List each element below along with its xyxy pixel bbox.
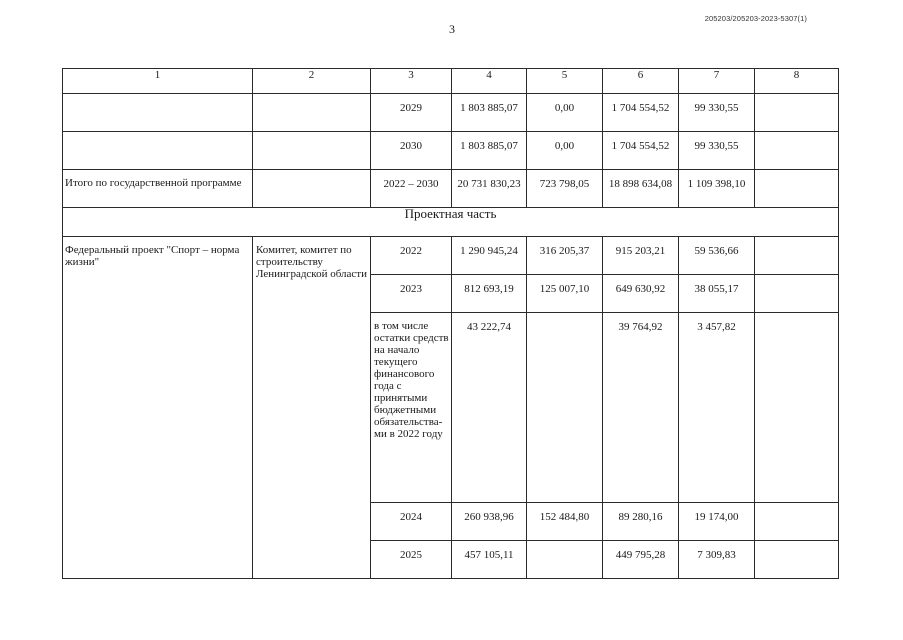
value-cell: 3 457,82: [679, 313, 755, 503]
value-cell: [527, 313, 603, 503]
value-cell: 457 105,11: [452, 541, 527, 579]
column-header: 1: [63, 69, 253, 94]
table-cell: [755, 275, 839, 313]
column-header: 3: [371, 69, 452, 94]
value-cell: 812 693,19: [452, 275, 527, 313]
value-cell: 260 938,96: [452, 503, 527, 541]
value-cell: 38 055,17: [679, 275, 755, 313]
column-number-row: [63, 69, 839, 94]
value-cell: 20 731 830,23: [452, 170, 527, 208]
table-cell: [253, 94, 371, 132]
value-cell: 723 798,05: [527, 170, 603, 208]
table-cell: [63, 132, 253, 170]
section-title: Проектная часть: [63, 208, 839, 237]
table-row: [63, 132, 839, 170]
year-cell: 2025: [371, 541, 452, 579]
value-cell: 1 704 554,52: [603, 132, 679, 170]
value-cell: [527, 541, 603, 579]
column-header: 7: [679, 69, 755, 94]
table-cell: [253, 170, 371, 208]
value-cell: 7 309,83: [679, 541, 755, 579]
value-cell: 0,00: [527, 132, 603, 170]
table-row: [63, 237, 839, 275]
year-cell: 2029: [371, 94, 452, 132]
table-cell: [755, 94, 839, 132]
section-row: [63, 208, 839, 237]
value-cell: 1 803 885,07: [452, 132, 527, 170]
value-cell: 43 222,74: [452, 313, 527, 503]
year-cell: 2024: [371, 503, 452, 541]
column-header: 2: [253, 69, 371, 94]
page-number: 3: [449, 22, 455, 36]
period-cell: 2022 – 2030: [371, 170, 452, 208]
executor-name: Комитет, комитет по строительству Ленинградской области: [253, 237, 371, 579]
value-cell: 89 280,16: [603, 503, 679, 541]
value-cell: 915 203,21: [603, 237, 679, 275]
value-cell: 449 795,28: [603, 541, 679, 579]
note-cell: в том числе остатки средств на начало текущего финансового года с принятыми бюджетными обязательства-ми в 2022 году: [371, 313, 452, 503]
column-header: 5: [527, 69, 603, 94]
value-cell: 152 484,80: [527, 503, 603, 541]
table-cell: [755, 541, 839, 579]
column-header: 4: [452, 69, 527, 94]
document-code: 205203/205203-2023-5307(1): [704, 14, 807, 23]
value-cell: 18 898 634,08: [603, 170, 679, 208]
table-cell: [755, 237, 839, 275]
value-cell: 99 330,55: [679, 94, 755, 132]
table-cell: [253, 132, 371, 170]
year-cell: 2030: [371, 132, 452, 170]
table-cell: [755, 132, 839, 170]
value-cell: 1 109 398,10: [679, 170, 755, 208]
total-row: [63, 170, 839, 208]
table-row: [63, 94, 839, 132]
table-cell: [755, 503, 839, 541]
value-cell: 99 330,55: [679, 132, 755, 170]
value-cell: 59 536,66: [679, 237, 755, 275]
value-cell: 1 704 554,52: [603, 94, 679, 132]
value-cell: 39 764,92: [603, 313, 679, 503]
table-cell: [755, 313, 839, 503]
column-header: 6: [603, 69, 679, 94]
table-cell: [755, 170, 839, 208]
value-cell: 1 290 945,24: [452, 237, 527, 275]
value-cell: 316 205,37: [527, 237, 603, 275]
year-cell: 2022: [371, 237, 452, 275]
total-label: Итого по государственной программе: [63, 170, 253, 208]
value-cell: 1 803 885,07: [452, 94, 527, 132]
year-cell: 2023: [371, 275, 452, 313]
value-cell: 649 630,92: [603, 275, 679, 313]
value-cell: 125 007,10: [527, 275, 603, 313]
column-header: 8: [755, 69, 839, 94]
project-name: Федеральный проект "Спорт – норма жизни": [63, 237, 253, 579]
value-cell: 19 174,00: [679, 503, 755, 541]
value-cell: 0,00: [527, 94, 603, 132]
table-cell: [63, 94, 253, 132]
budget-table: [62, 68, 839, 579]
